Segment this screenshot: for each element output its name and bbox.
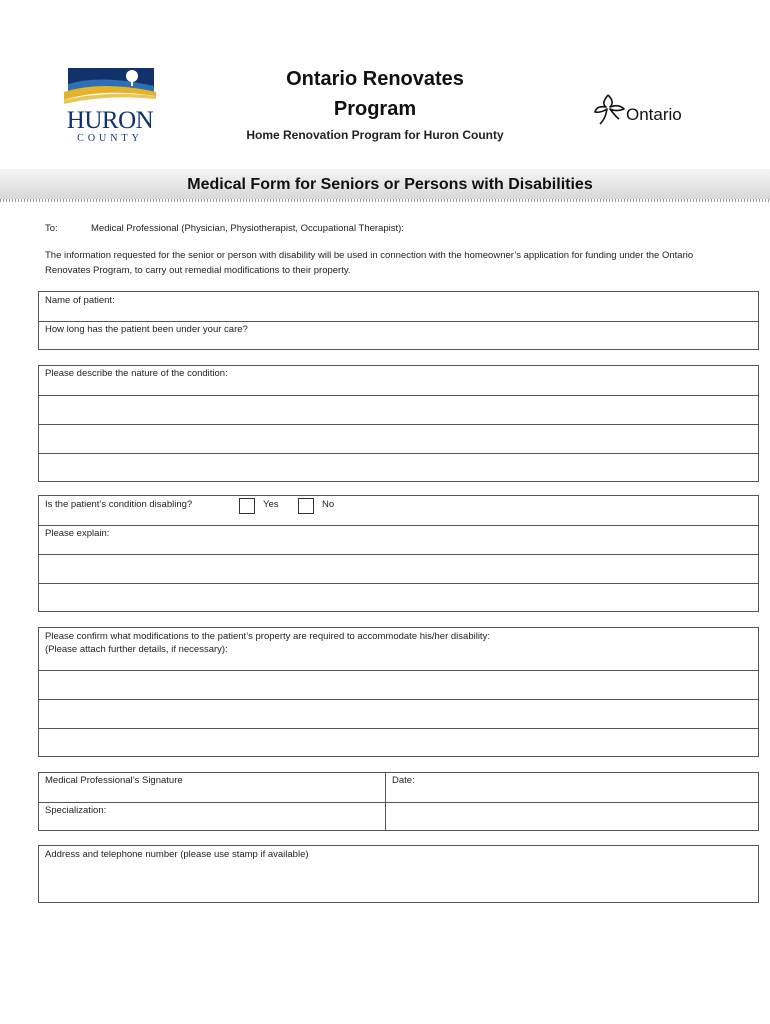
- address-box[interactable]: [38, 845, 759, 903]
- yes-label: Yes: [263, 499, 279, 510]
- to-label: To:: [45, 223, 58, 234]
- huron-county-logo: [62, 66, 162, 148]
- trillium-icon: [592, 92, 628, 126]
- program-title-line1: Ontario Renovates: [286, 68, 464, 90]
- no-label: No: [322, 499, 335, 510]
- patient-name-label: Name of patient:: [45, 295, 115, 306]
- program-title-line2: Program: [333, 98, 417, 120]
- modifications-line-2[interactable]: [39, 699, 758, 728]
- specialization-field[interactable]: [39, 802, 758, 831]
- date-field[interactable]: [385, 773, 759, 802]
- modifications-note: (Please attach further details, if necessary):: [45, 644, 228, 655]
- modifications-label: Please confirm what modifications to the patient’s property are required to accommodate his/her disability:: [45, 631, 490, 642]
- yes-checkbox[interactable]: [239, 498, 255, 514]
- modifications-line-3[interactable]: [39, 728, 758, 757]
- condition-line-3[interactable]: [39, 453, 758, 482]
- explain-field[interactable]: [39, 525, 758, 554]
- date-label: Date:: [392, 775, 415, 786]
- recipient-text: Medical Professional (Physician, Physiotherapist, Occupational Therapist):: [91, 223, 404, 234]
- patient-info-box: [38, 291, 759, 350]
- huron-landscape-icon: [62, 66, 158, 108]
- modifications-line-1[interactable]: [39, 670, 758, 699]
- county-wordmark: COUNTY: [77, 133, 143, 144]
- title-band-divider: [0, 199, 770, 202]
- care-duration-field[interactable]: [39, 321, 758, 350]
- modifications-box: [38, 627, 759, 757]
- no-checkbox[interactable]: [298, 498, 314, 514]
- ontario-wordmark: Ontario: [626, 105, 682, 124]
- condition-line-1[interactable]: [39, 395, 758, 424]
- condition-label: Please describe the nature of the condition:: [45, 368, 228, 379]
- intro-paragraph: The information requested for the senior or person with disability will be used in connection with the homeowner’s application for funding under the Ontario Renovates Program, to carry out remedial modifications to their property.: [45, 250, 694, 276]
- explain-label: Please explain:: [45, 528, 110, 539]
- care-duration-label: How long has the patient been under your care?: [45, 324, 248, 335]
- address-label: Address and telephone number (please use stamp if available): [45, 849, 309, 860]
- condition-line-2[interactable]: [39, 424, 758, 453]
- disabling-box: [38, 495, 759, 612]
- signature-label: Medical Professional’s Signature: [45, 775, 183, 786]
- signature-box: [38, 772, 759, 831]
- patient-name-field[interactable]: [39, 292, 758, 321]
- huron-wordmark: HURON: [66, 107, 154, 134]
- disabling-question-label: Is the patient’s condition disabling?: [45, 499, 193, 510]
- program-subtitle: Home Renovation Program for Huron County: [246, 128, 504, 142]
- signature-field[interactable]: [39, 773, 385, 802]
- explain-line-3[interactable]: [39, 583, 758, 612]
- ontario-logo: [592, 92, 702, 128]
- specialization-label: Specialization:: [45, 805, 107, 816]
- condition-box: [38, 365, 759, 482]
- explain-line-2[interactable]: [39, 554, 758, 583]
- form-title: Medical Form for Seniors or Persons with Disabilities: [187, 176, 593, 193]
